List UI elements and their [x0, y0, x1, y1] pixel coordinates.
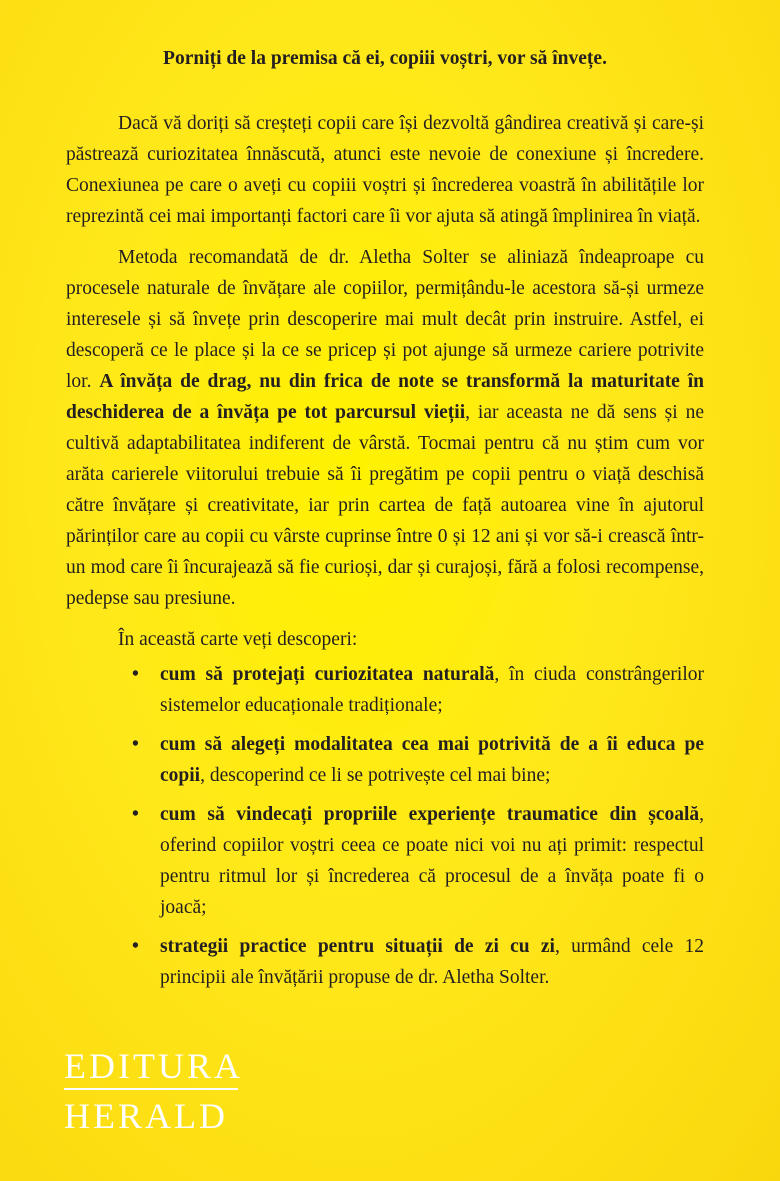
- paragraph-method: [66, 242, 704, 614]
- publisher-name-line1: EDITURA: [64, 1046, 243, 1086]
- bullet-icon: •: [132, 804, 139, 825]
- list-item-bold: strategii practice pentru situații de zi cu zi: [160, 936, 555, 957]
- publisher-divider: [64, 1088, 238, 1090]
- list-item: [66, 729, 704, 791]
- list-item-text: , urmând cele 12 principii ale învățării propuse de dr. Aletha Solter.: [160, 936, 704, 988]
- paragraph-method-start: Metoda recomandată de dr. Aletha Solter se aliniază îndeaproape cu procesele naturale de învățare ale copiilor, permițându-le acestora să-și urmeze interesele și să învețe prin descoperire mai mult decât prin instruire. Astfel, ei descoperă ce le place și la ce se pricep și pot ajunge să urmeze cariere potrivite lor.: [66, 247, 704, 392]
- bullet-icon: •: [132, 664, 139, 685]
- bullet-icon: •: [132, 734, 139, 755]
- list-item-bold: cum să vindecați propriile experiențe traumatice din școală: [160, 804, 700, 825]
- list-item: [66, 931, 704, 993]
- list-item-text: , descoperind ce li se potrivește cel mai bine;: [200, 765, 551, 786]
- bullet-icon: •: [132, 936, 139, 957]
- headline: Porniți de la premisa că ei, copiii voștri, vor să învețe.: [163, 48, 607, 69]
- publisher-name-line2: HERALD: [64, 1096, 228, 1136]
- paragraph-method-highlight: A învăța de drag, nu din frica de note se transformă la maturitate în deschiderea de a învăța pe tot parcursul vieții: [66, 371, 704, 423]
- list-item-text: , în ciuda constrângerilor sistemelor educaționale tradiționale;: [160, 664, 704, 716]
- publisher-logo: [64, 1046, 243, 1136]
- benefits-list: [66, 659, 704, 993]
- list-item: [66, 659, 704, 721]
- paragraph-method-end: , iar aceasta ne dă sens și ne cultivă adaptabilitatea indiferent de vârstă. Tocmai pentru că nu știm cum vor arăta carierele viitorului trebuie să îi pregătim pe copii pentru o viață deschisă către învățare și creativitate, iar prin cartea de față autoarea vine în ajutorul părinților care au copii cu vârste cuprinse între 0 și 12 ani și vor să-i crească într-un mod care îi încurajează să fie curioși, dar și curajoși, fără a folosi recompense, pedepse sau presiune.: [66, 402, 705, 609]
- paragraph-intro: Dacă vă doriți să creșteți copii care își dezvoltă gândirea creativă și care-și păstrează curiozitatea înnăscută, atunci este nevoie de conexiune și încredere. Conexiunea pe care o aveți cu copiii voștri și încrederea voastră în abilitățile lor reprezintă cei mai importanți factori care îi vor ajuta să atingă împlinirea în viață.: [66, 113, 704, 227]
- back-cover-text: [66, 44, 704, 1001]
- list-item-bold: cum să protejați curiozitatea naturală: [160, 664, 495, 685]
- list-item: [66, 799, 704, 923]
- list-item-text: , oferind copiilor voștri ceea ce poate nici voi nu ați primit: respectul pentru ritmul lor și încrederea că procesul de a învăța poate fi o joacă;: [160, 804, 704, 918]
- list-item-bold: cum să alegeți modalitatea cea mai potrivită de a îi educa pe copii: [160, 734, 704, 786]
- list-intro: În această carte veți descoperi:: [118, 629, 358, 650]
